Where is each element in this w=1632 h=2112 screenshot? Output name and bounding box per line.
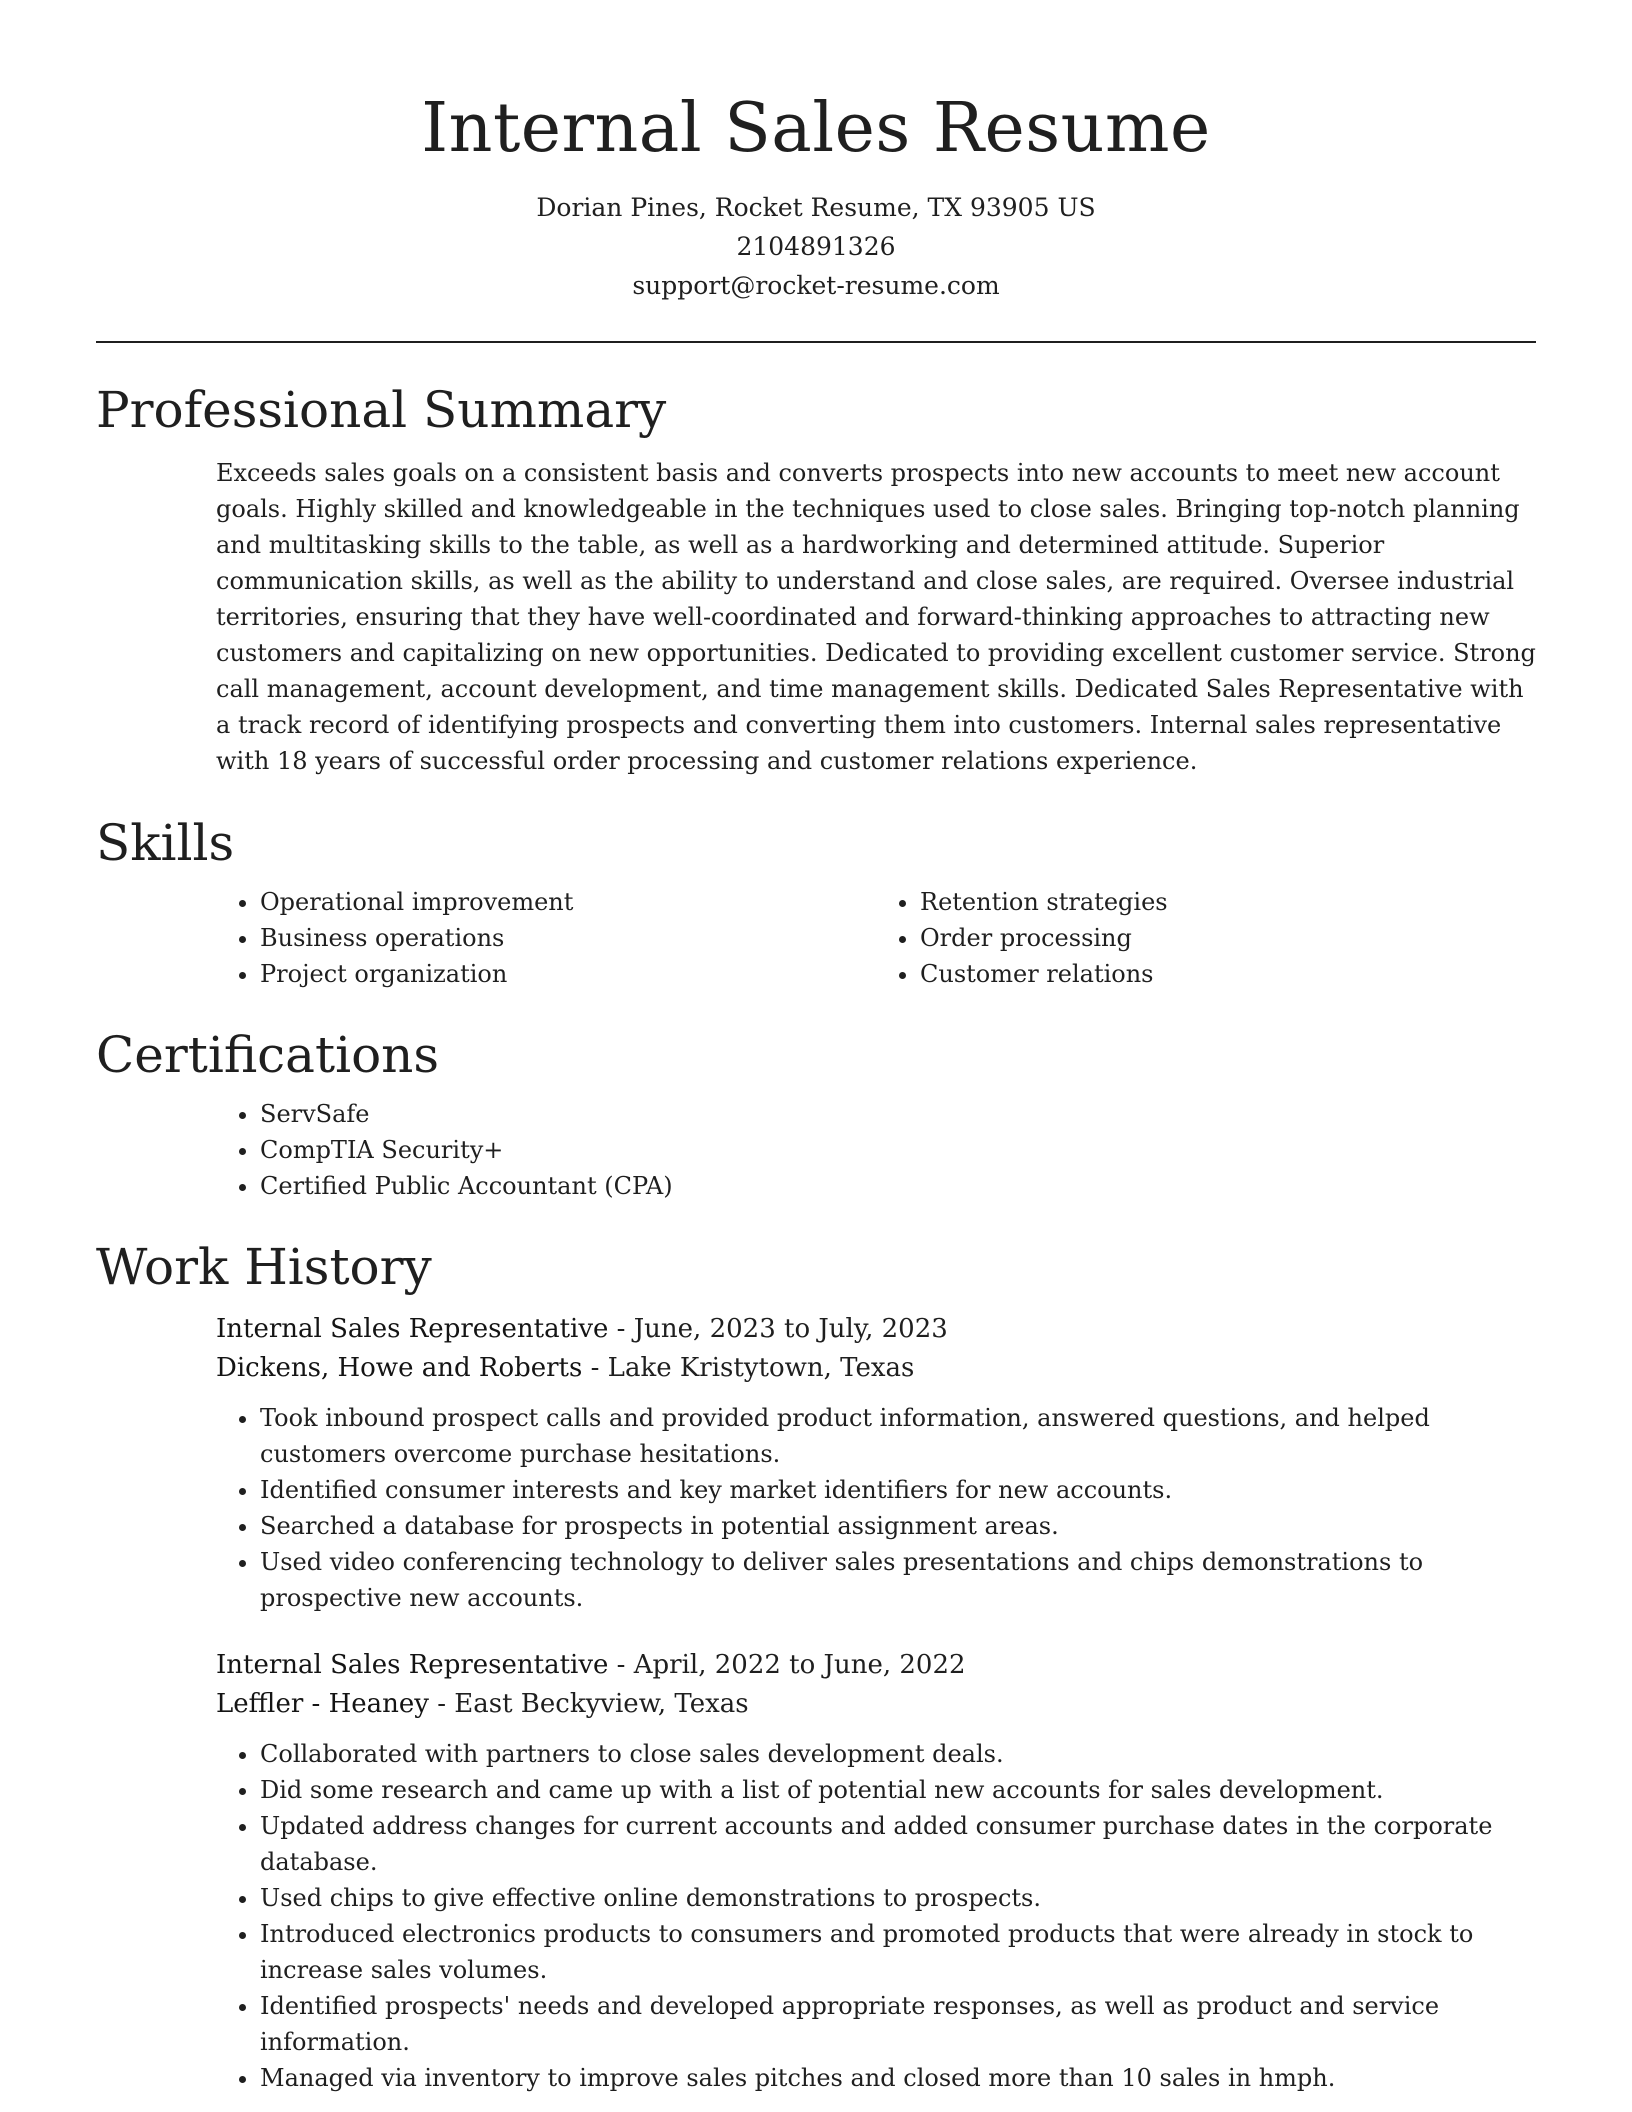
job-title-line — [216, 1310, 1536, 1349]
job-bullet: • Managed via inventory to improve sales pitches and closed more than 10 sales in hmph. — [260, 2060, 1536, 2096]
contact-email: support@rocket-resume.com — [632, 271, 1000, 300]
job-title: Internal Sales Representative — [216, 1314, 609, 1344]
job-entry — [216, 1310, 1536, 1616]
job-dates: - June, 2023 to July, 2023 — [608, 1314, 948, 1344]
job-location: - Lake Kristytown, Texas — [582, 1353, 915, 1383]
certifications-body — [216, 1096, 1536, 1204]
header-divider — [96, 341, 1536, 343]
skill-item: • Business operations — [260, 920, 876, 956]
certifications-list — [216, 1096, 1536, 1204]
summary-text: Exceeds sales goals on a consistent basis and converts prospects into new accounts to meet new account goals. Highly skilled and knowledgeable in the techniques used to close sales. Bringing top-notch planning and multitasking skills to the table, as well as a hardworking and determined attitude. Superior communication skills, as well as the ability to understand and close sales, are required. Oversee industrial territories, ensuring that they have well-coordinated and forward-thinking approaches to attracting new customers and capitalizing on new opportunities. Dedicated to providing excellent customer service. Strong call management, account development, and time management skills. Dedicated Sales Representative with a track record of identifying prospects and converting them into customers. Internal sales representative with 18 years of successful order processing and customer relations experience. — [216, 459, 1536, 775]
skills-body — [216, 884, 1536, 992]
skill-item: • Operational improvement — [260, 884, 876, 920]
skill-item: • Project organization — [260, 956, 876, 992]
job-bullet: • Did some research and came up with a list of potential new accounts for sales development. — [260, 1772, 1536, 1808]
job-location: - East Beckyview, Texas — [428, 1689, 749, 1719]
job-bullets — [216, 1736, 1536, 2096]
section-heading: Certifications — [96, 1026, 440, 1084]
skill-item: • Customer relations — [920, 956, 1536, 992]
job-company-line — [216, 1685, 1536, 1724]
document-title: Internal Sales Resume — [421, 89, 1211, 168]
skills-grid — [216, 884, 1536, 992]
job-bullet: • Collaborated with partners to close sales development deals. — [260, 1736, 1536, 1772]
job-company-line — [216, 1349, 1536, 1388]
section-heading: Professional Summary — [96, 381, 667, 439]
skills-column-left — [216, 884, 876, 992]
job-dates: - April, 2022 to June, 2022 — [608, 1650, 966, 1680]
job-bullet: • Used chips to give effective online demonstrations to prospects. — [260, 1880, 1536, 1916]
contact-address: Dorian Pines, Rocket Resume, TX 93905 US — [536, 193, 1096, 222]
skill-item: • Order processing — [920, 920, 1536, 956]
skills-column-right — [876, 884, 1536, 992]
work-history-body — [216, 1310, 1536, 2096]
job-title: Internal Sales Representative — [216, 1650, 609, 1680]
job-company: Dickens, Howe and Roberts — [216, 1353, 583, 1383]
job-bullet: • Took inbound prospect calls and provided product information, answered questions, and helped customers overcome purchase hesitations. — [260, 1400, 1536, 1472]
certification-item: • ServSafe — [260, 1096, 1536, 1132]
contact-info — [0, 188, 1632, 305]
section-certifications — [96, 1024, 1536, 1204]
section-professional-summary — [96, 379, 1536, 779]
contact-phone: 2104891326 — [736, 232, 896, 261]
section-work-history — [96, 1236, 1536, 2096]
section-skills — [96, 812, 1536, 992]
summary-body — [216, 455, 1536, 779]
job-company: Leffler - Heaney — [216, 1689, 429, 1719]
job-title-line — [216, 1646, 1536, 1685]
certification-item: • CompTIA Security+ — [260, 1132, 1536, 1168]
job-bullets — [216, 1400, 1536, 1616]
certification-item: • Certified Public Accountant (CPA) — [260, 1168, 1536, 1204]
job-entry — [216, 1646, 1536, 2096]
resume-header — [0, 0, 1632, 305]
job-bullet: • Identified prospects' needs and developed appropriate responses, as well as product and service information. — [260, 1988, 1536, 2060]
skill-item: • Retention strategies — [920, 884, 1536, 920]
job-bullet: • Updated address changes for current accounts and added consumer purchase dates in the corporate database. — [260, 1808, 1536, 1880]
job-bullet: • Introduced electronics products to consumers and promoted products that were already in stock to increase sales volumes. — [260, 1916, 1536, 1988]
job-bullet: • Used video conferencing technology to deliver sales presentations and chips demonstrations to prospective new accounts. — [260, 1544, 1536, 1616]
job-bullet: • Searched a database for prospects in potential assignment areas. — [260, 1508, 1536, 1544]
job-bullet: • Identified consumer interests and key market identifiers for new accounts. — [260, 1472, 1536, 1508]
section-heading: Skills — [96, 814, 235, 872]
section-heading: Work History — [96, 1238, 432, 1296]
